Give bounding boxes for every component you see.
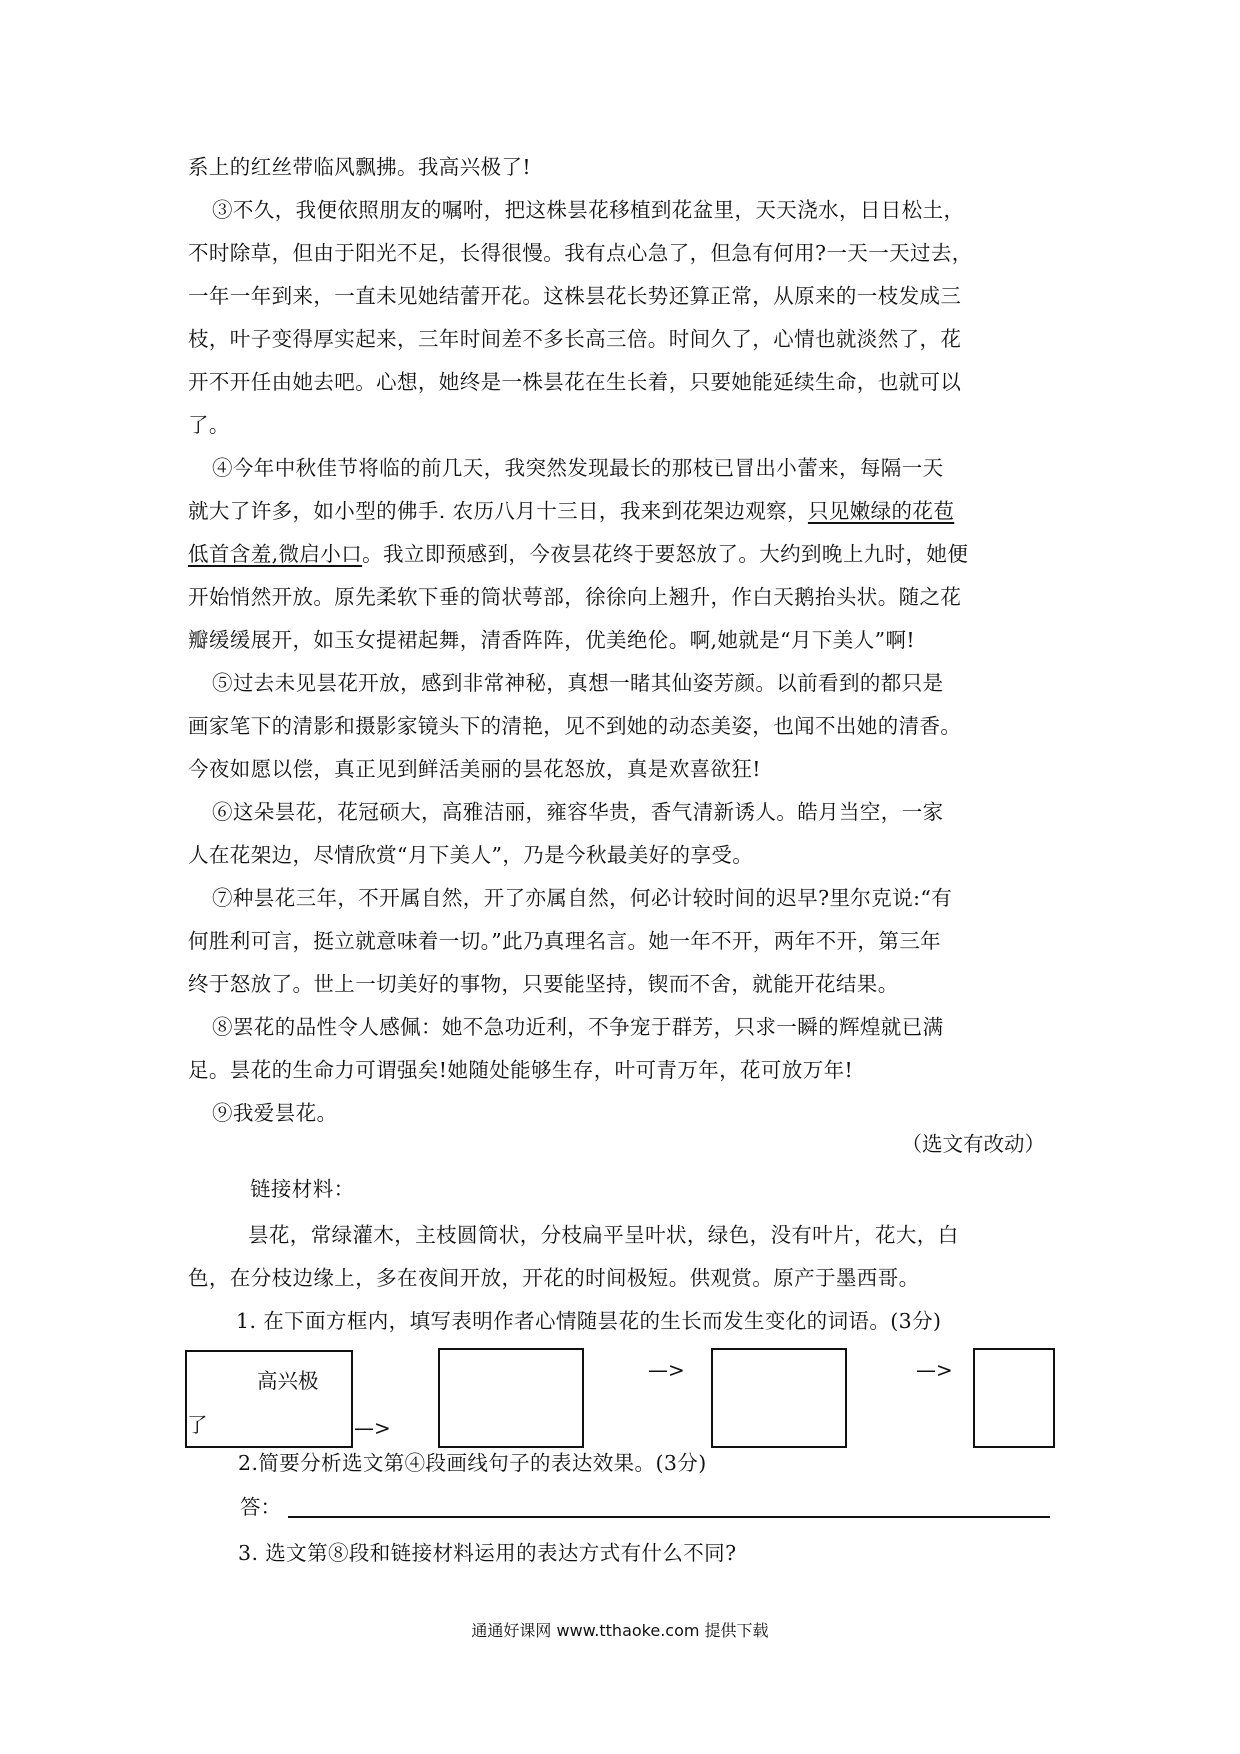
paragraph-line: 枝，叶子变得厚实起来，三年时间差不多长高三倍。时间久了，心情也就淡然了，花 [188,327,962,351]
answer-label: 答： [240,1495,281,1519]
answer-box-text: 高兴极 [257,1369,319,1393]
question-2: 2.简要分析选文第④段画线句子的表达效果。(3分) [238,1451,707,1475]
underlined-sentence-part1: 只见嫩绿的花苞 [807,499,955,523]
paragraph-line: ⑧罢花的品性令人感佩：她不急功近利，不争宠于群芳，只求一瞬的辉煌就已满 [212,1015,944,1039]
answer-line[interactable] [288,1516,1050,1518]
paragraph-line: 开始悄然开放。原先柔软下垂的筒状萼部，徐徐向上翘升，作白天鹅抬头状。随之花 [188,585,962,609]
paragraph-line [188,494,954,524]
answer-box-3[interactable] [711,1348,847,1448]
source-note: （选文有改动） [901,1132,1045,1156]
paragraph-line: ⑥这朵昙花，花冠硕大，高雅洁丽，雍容华贵，香气清新诱人。皓月当空，一家 [212,800,944,824]
arrow-icon: —> [916,1358,953,1382]
paragraph-line: 终于怒放了。世上一切美好的事物，只要能坚持，锲而不舍，就能开花结果。 [188,972,899,996]
paragraph-line: ④今年中秋佳节将临的前几天，我突然发现最长的那枝已冒出小蕾来，每隔一天 [212,456,944,480]
question-1: 1. 在下面方框内，填写表明作者心情随昙花的生长而发生变化的词语。(3分) [236,1309,942,1333]
arrow-icon: —> [648,1358,685,1382]
answer-box-text: 了 [187,1413,208,1437]
paragraph-line: 何胜利可言，挺立就意味着一切。”此乃真理名言。她一年不开，两年不开，第三年 [188,929,942,953]
paragraph-line: ③不久，我便依照朋友的嘱咐，把这株昙花移植到花盆里，天天浇水，日日松土， [212,198,965,222]
paragraph-line: 系上的红丝带临风飘拂。我高兴极了! [188,155,532,179]
answer-box-4[interactable] [973,1348,1055,1448]
paragraph-line: ⑤过去未见昙花开放，感到非常神秘，真想一睹其仙姿芳颜。以前看到的都只是 [212,671,944,695]
underlined-sentence-part2: 低首含羞,微启小口 [188,542,363,566]
paragraph-text: 。我立即预感到，今夜昙花终于要怒放了。大约到晚上九时，她便 [362,542,969,566]
question-3: 3. 选文第⑧段和链接材料运用的表达方式有什么不同? [238,1541,737,1565]
paragraph-line: 了。 [188,413,230,437]
paragraph-line: 瓣缓缓展开，如玉女提裙起舞，清香阵阵，优美绝伦。啊,她就是“月下美人”啊! [188,628,916,652]
paragraph-text: 就大了许多，如小型的佛手. 农历八月十三日，我来到花架边观察， [188,499,808,523]
paragraph-line: 一年一年到来，一直未见她结蕾开花。这株昙花长势还算正常，从原来的一枝发成三 [188,284,962,308]
answer-box-2[interactable] [438,1348,584,1448]
paragraph-line: 不时除草，但由于阳光不足，长得很慢。我有点心急了，但急有何用?一天一天过去， [188,241,973,265]
paragraph-line: 画家笔下的清影和摄影家镜头下的清艳，见不到她的动态美姿，也闻不出她的清香。 [188,714,962,738]
link-material-line: 昙花，常绿灌木，主枝圆筒状，分枝扁平呈叶状，绿色，没有叶片，花大，白 [248,1223,959,1247]
paragraph-line: ⑦种昙花三年，不开属自然，开了亦属自然，何必计较时间的迟早?里尔克说:“有 [212,886,953,910]
paragraph-line: ⑨我爱昙花。 [212,1101,338,1125]
arrow-icon: —> [354,1416,391,1440]
paragraph-line: 今夜如愿以偿，真正见到鲜活美丽的昙花怒放，真是欢喜欲狂! [188,757,761,781]
paragraph-line: 足。昙花的生命力可谓强矣!她随处能够生存，叶可青万年，花可放万年! [188,1058,854,1082]
answer-box-1[interactable] [185,1350,353,1448]
link-material-line: 色，在分枝边缘上，多在夜间开放，开花的时间极短。供观赏。原产于墨西哥。 [188,1266,920,1290]
footer-text: 通通好课网 www.tthaoke.com 提供下载 [471,1621,769,1640]
paragraph-line: 开不开任由她去吧。心想，她终是一株昙花在生长着，只要她能延续生命，也就可以 [188,370,962,394]
paragraph-line [188,537,968,567]
paragraph-line: 人在花架边，尽情欣赏“月下美人”，乃是今秋最美好的享受。 [188,843,754,867]
link-material-heading: 链接材料： [250,1177,355,1201]
